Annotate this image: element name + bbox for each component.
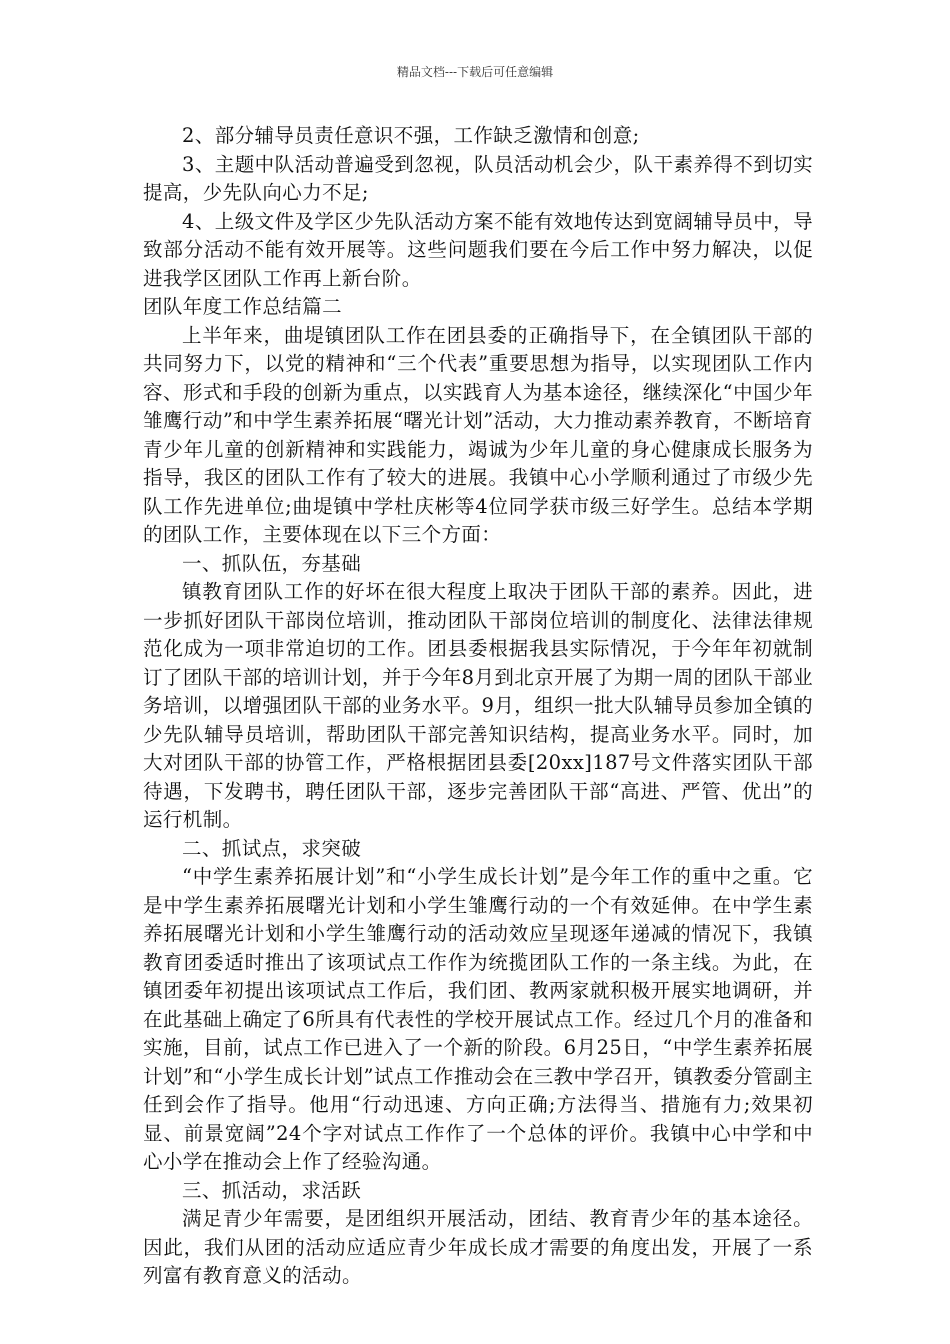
paragraph-item-3: 3、主题中队活动普遍受到忽视，队员活动机会少，队干素养得不到切实提高，少先队向心力不足; — [143, 152, 813, 204]
subheading-pilot: 二、抓试点，求突破 — [182, 836, 362, 860]
section-title: 团队年度工作总结篇二 — [143, 295, 343, 318]
paragraph-intro: 上半年来，曲堤镇团队工作在团县委的正确指导下，在全镇团队干部的共同努力下，以党的精神和“三个代表”重要思想为指导，以实现团队工作内容、形式和手段的创新为重点，以实践育人为基本途径，继续深化“中国少年雏鹰行动”和中学生素养拓展“曙光计划”活动，大力推动素养教育，不断培育青少年儿童的创新精神和实践能力，竭诚为少年儿童的身心健康成长服务为指导，我区的团队工作有了较大的进展。我镇中心小学顺利通过了市级少先队工作先进单位;曲堤镇中学杜庆彬等4位同学获市级三好学生。总结本学期的团队工作，主要体现在以下三个方面： — [143, 323, 813, 546]
paragraph-team: 镇教育团队工作的好坏在很大程度上取决于团队干部的素养。因此，进一步抓好团队干部岗位培训，推动团队干部岗位培训的制度化、法律法律规范化成为一项非常迫切的工作。团县委根据我县实际情况，于今年年初就制订了团队干部的培训计划，并于今年8月到北京开展了为期一周的团队干部业务培训，以增强团队干部的业务水平。9月，组织一批大队辅导员参加全镇的少先队辅导员培训，帮助团队干部完善知识结构，提高业务水平。同时，加大对团队干部的协管工作，严格根据团县委[20xx]187号文件落实团队干部待遇，下发聘书，聘任团队干部，逐步完善团队干部“高进、严管、优出”的运行机制。 — [143, 580, 813, 831]
document-body — [143, 122, 813, 1291]
page-header: 精品文档---下载后可任意编辑 — [396, 65, 554, 79]
subheading-team: 一、抓队伍，夯基础 — [182, 551, 362, 575]
paragraph-item-4: 4、上级文件及学区少先队活动方案不能有效地传达到宽阔辅导员中，导致部分活动不能有效开展等。这些问题我们要在今后工作中努力解决，以促进我学区团队工作再上新台阶。 — [143, 209, 813, 290]
paragraph-item-2: 2、部分辅导员责任意识不强，工作缺乏激情和创意; — [182, 124, 640, 147]
subheading-activity: 三、抓活动，求活跃 — [182, 1178, 362, 1202]
paragraph-activity: 满足青少年需要，是团组织开展活动，团结、教育青少年的基本途径。因此，我们从团的活动应适应青少年成长成才需要的角度出发，开展了一系列富有教育意义的活动。 — [143, 1207, 813, 1287]
paragraph-pilot: “中学生素养拓展计划”和“小学生成长计划”是今年工作的重中之重。它是中学生素养拓展曙光计划和小学生雏鹰行动的一个有效延伸。在中学生素养拓展曙光计划和小学生雏鹰行动的活动效应呈现逐年递减的情况下，我镇教育团委适时推出了该项试点工作作为统揽团队工作的一条主线。为此，在镇团委年初提出该项试点工作后，我们团、教两家就积极开展实地调研，并在此基础上确定了6所具有代表性的学校开展试点工作。经过几个月的准备和实施，目前，试点工作已进入了一个新的阶段。6月25日，“中学生素养拓展计划”和“小学生成长计划”试点工作推动会在三教中学召开，镇教委分管副主任到会作了指导。他用“行动迅速、方向正确;方法得当、措施有力;效果初显、前景宽阔”24个字对试点工作作了一个总体的评价。我镇中心中学和中心小学在推动会上作了经验沟通。 — [143, 865, 813, 1173]
